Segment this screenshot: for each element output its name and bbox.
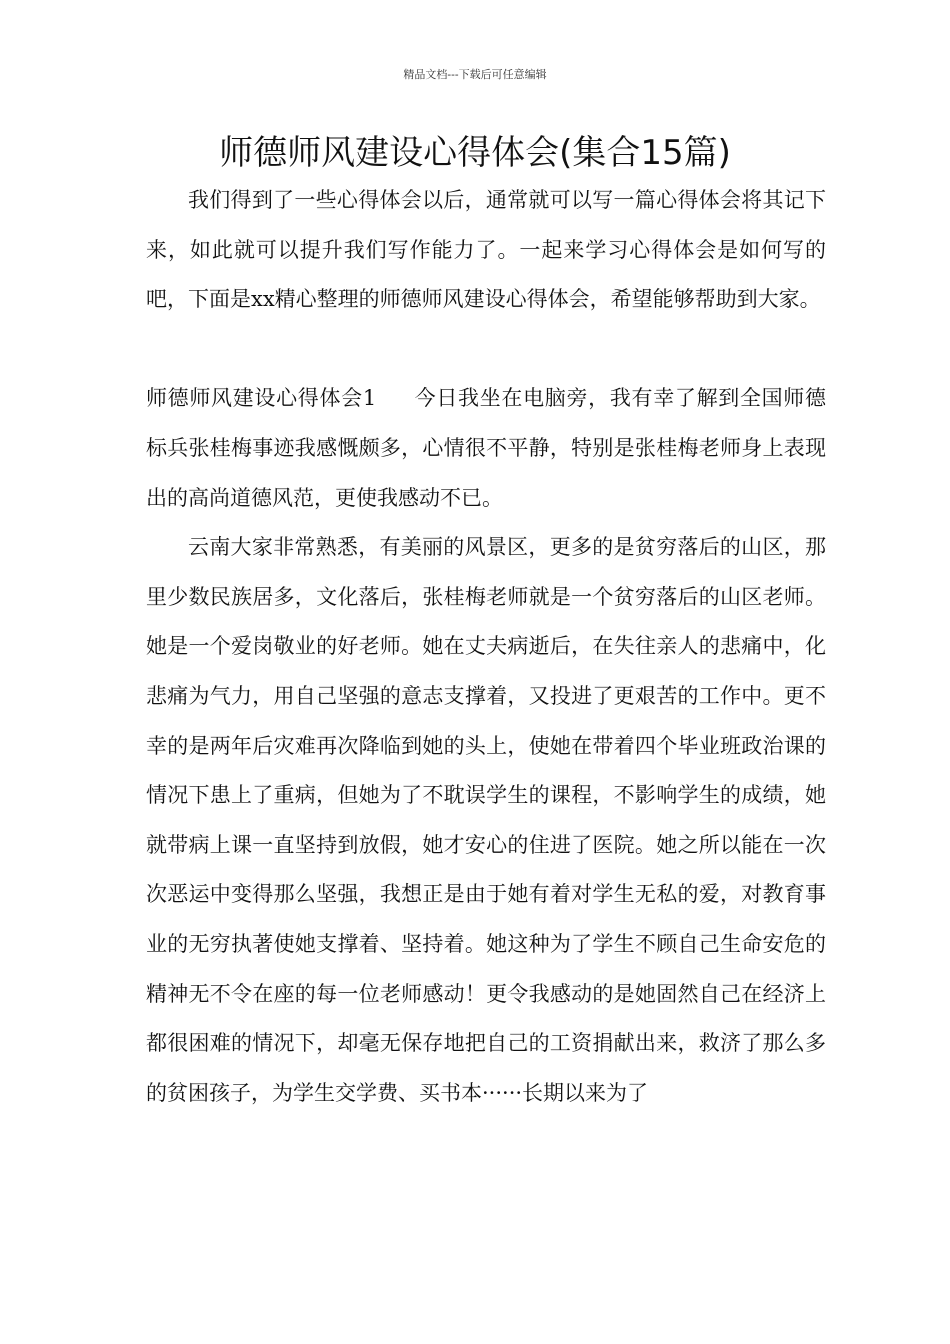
- paragraph-spacer: [146, 325, 826, 375]
- document-body: [146, 176, 826, 1118]
- section-1-text: 今日我坐在电脑旁，我有幸了解到全国师德标兵张桂梅事迹我感慨颇多，心情很不平静，特别是张桂梅老师身上表现出的高尚道德风范，更使我感动不已。: [146, 386, 826, 510]
- body-paragraph-2: 云南大家非常熟悉，有美丽的风景区，更多的是贫穷落后的山区，那里少数民族居多，文化落后，张桂梅老师就是一个贫穷落后的山区老师。她是一个爱岗敬业的好老师。她在丈夫病逝后，在失往亲人的悲痛中，化悲痛为气力，用自己坚强的意志支撑着，又投进了更艰苦的工作中。更不幸的是两年后灾难再次降临到她的头上，使她在带着四个毕业班政治课的情况下患上了重病，但她为了不耽误学生的课程，不影响学生的成绩，她就带病上课一直坚持到放假，她才安心的住进了医院。她之所以能在一次次恶运中变得那么坚强，我想正是由于她有着对学生无私的爱，对教育事业的无穷执著使她支撑着、坚持着。她这种为了学生不顾自己生命安危的精神无不令在座的每一位老师感动！更令我感动的是她固然自己在经济上都很困难的情况下，却毫无保存地把自己的工资捐献出来，救济了那么多的贫困孩子，为学生交学费、买书本······长期以来为了: [146, 535, 826, 1105]
- header-note: 精品文档---下载后可任意编辑: [403, 68, 547, 81]
- section-1-paragraph: [146, 374, 826, 523]
- document-title: 师德师风建设心得体会(集合15篇): [219, 133, 731, 173]
- section-1-label: 师德师风建设心得体会1: [146, 386, 377, 411]
- intro-paragraph: 我们得到了一些心得体会以后，通常就可以写一篇心得体会将其记下来，如此就可以提升我们写作能力了。一起来学习心得体会是如何写的吧，下面是xx精心整理的师德师风建设心得体会，希望能够帮助到大家。: [146, 188, 826, 312]
